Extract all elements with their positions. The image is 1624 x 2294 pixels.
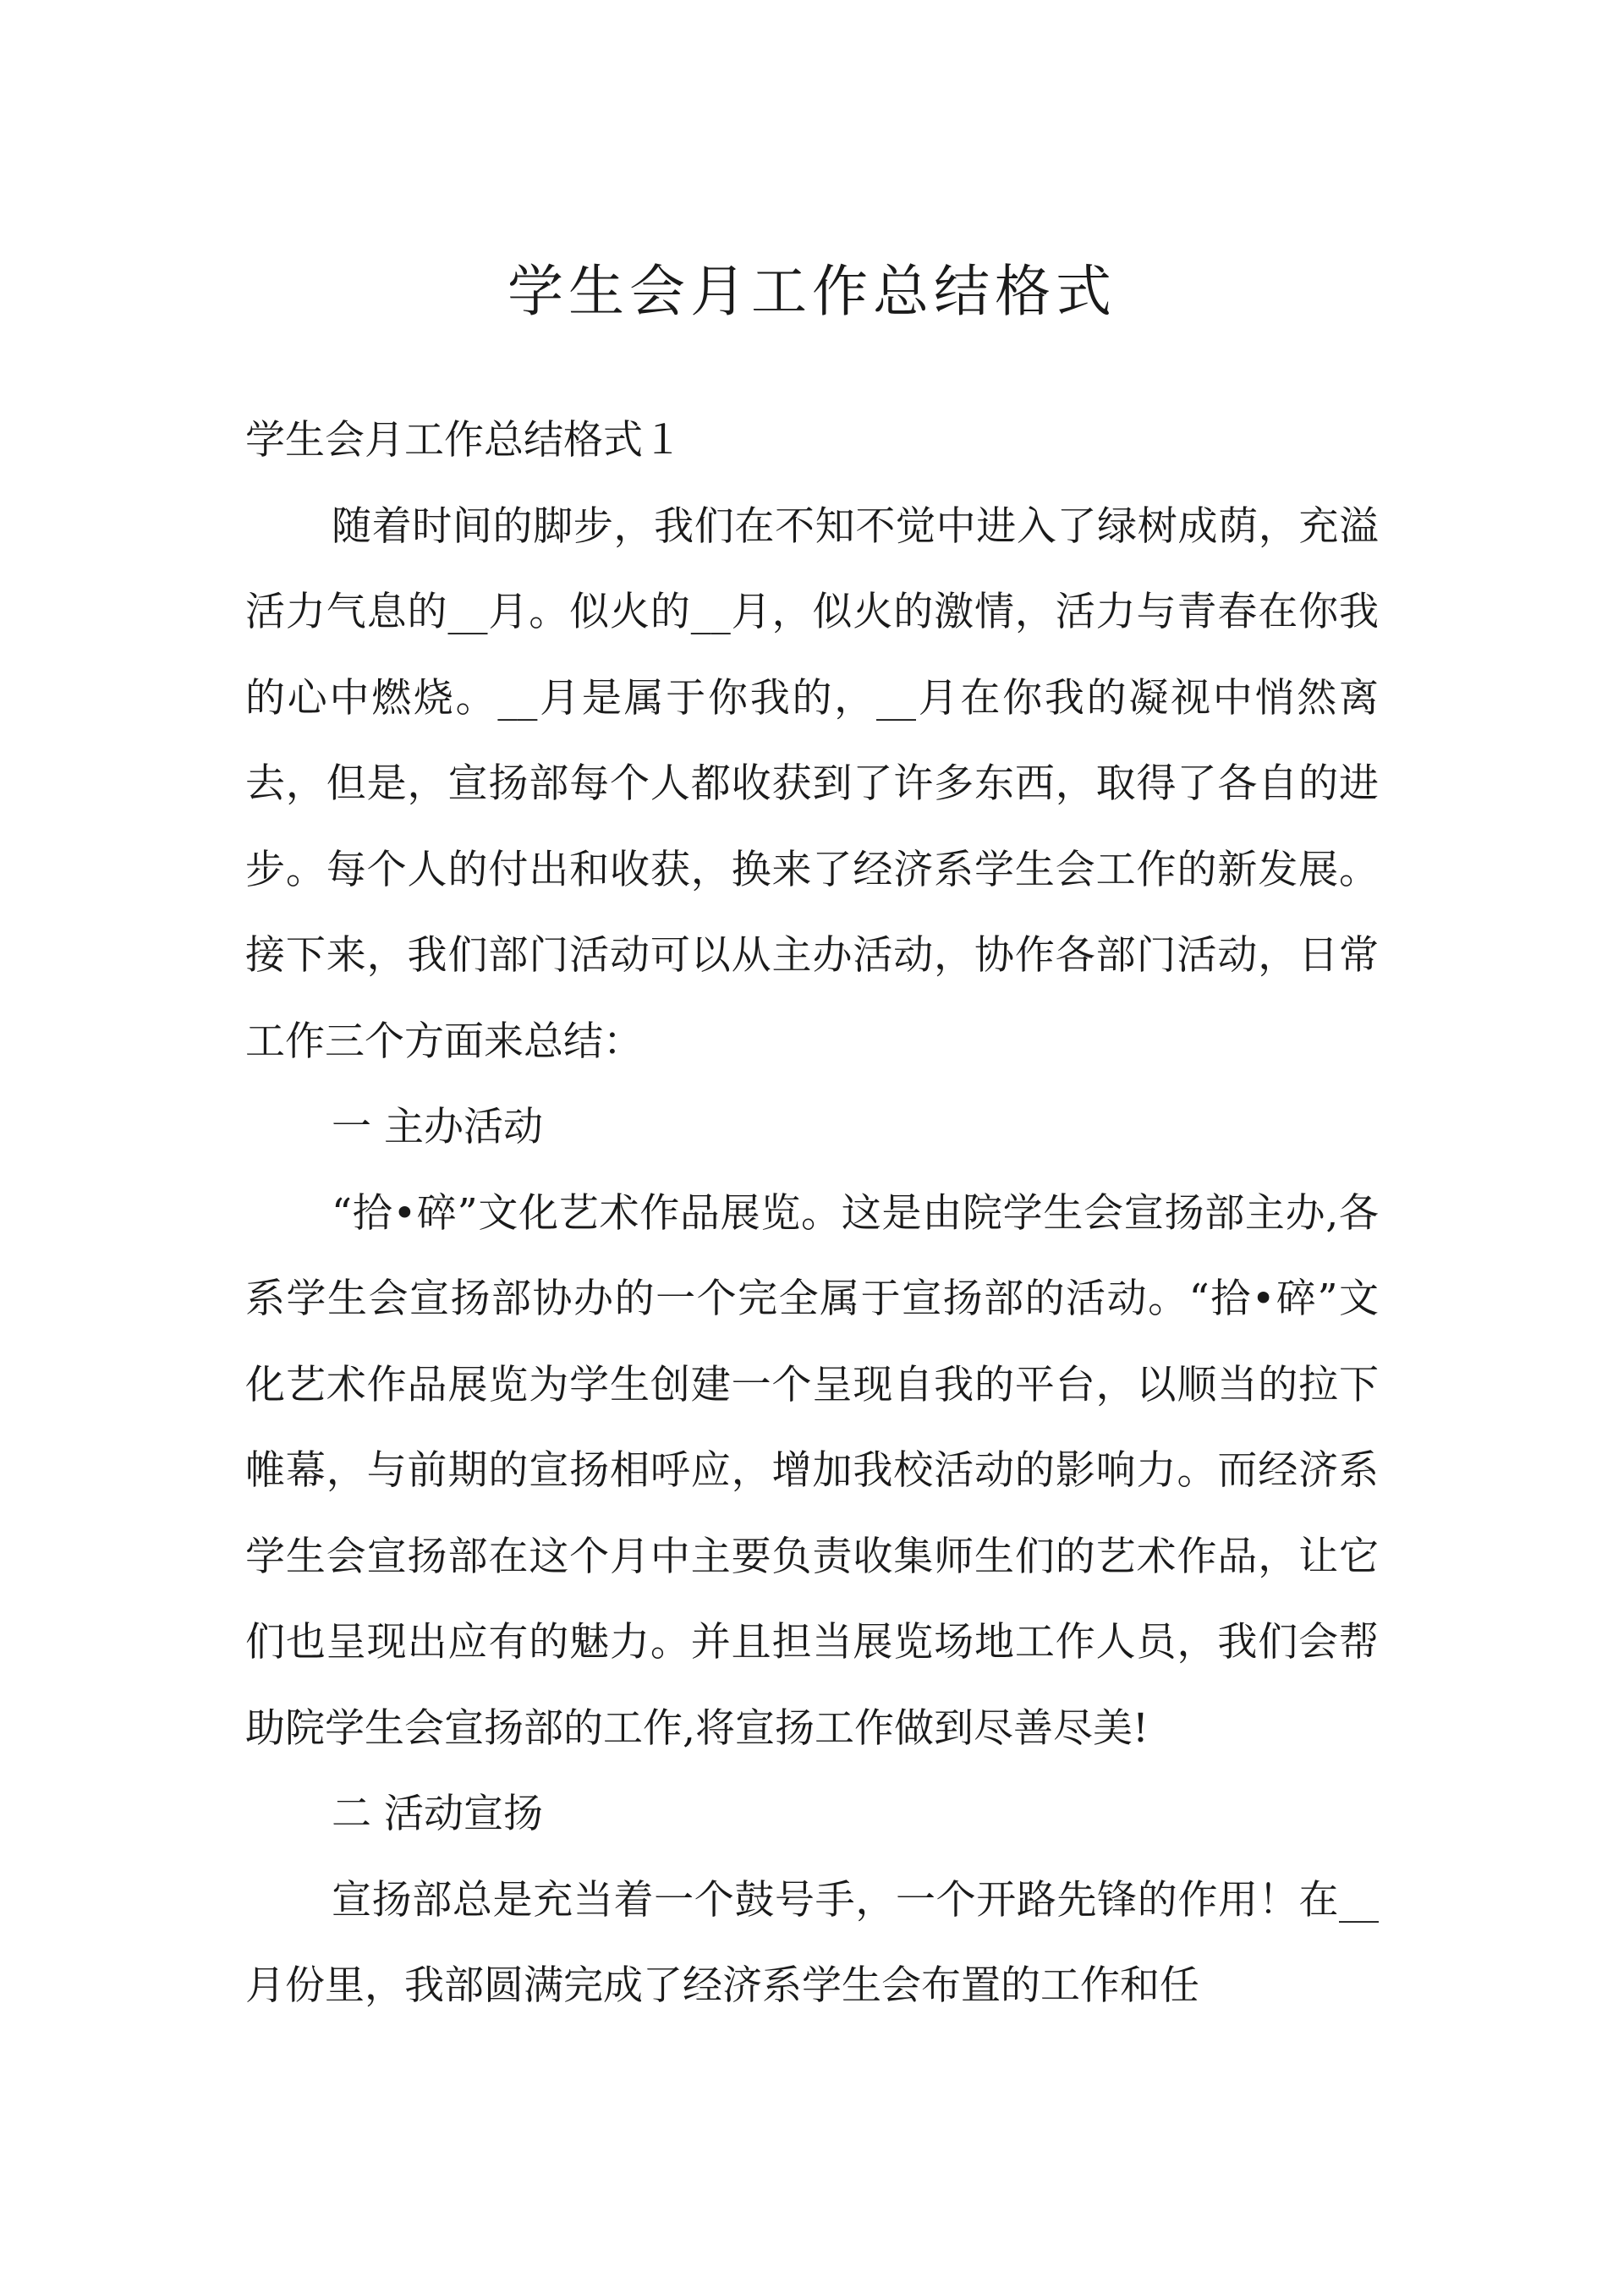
paragraph-promotion: 宣扬部总是充当着一个鼓号手，一个开路先锋的作用！在__月份里，我部圆满完成了经济系学生会布置的工作和任	[245, 1876, 1379, 2009]
document-title: 学生会月工作总结格式	[508, 259, 1116, 324]
paragraph-exhibition: “拾•碎”文化艺术作品展览。这是由院学生会宣扬部主办,各系学生会宣扬部协办的一个完全属于宣扬部的活动。“拾•碎”文化艺术作品展览为学生创建一个呈现自我的平台，以顺当的拉下帷幕，与前期的宣扬相呼应，增加我校活动的影响力。而经济系学生会宣扬部在这个月中主要负责收集师生们的艺术作品，让它们也呈现出应有的魅力。并且担当展览场地工作人员，我们会帮助院学生会宣扬部的工作,将宣扬工作做到尽善尽美!	[245, 1189, 1379, 1752]
document-body	[245, 398, 1379, 2029]
section-title: 学生会月工作总结格式１	[245, 417, 683, 464]
paragraph-intro: 随着时间的脚步，我们在不知不觉中进入了绿树成荫，充溢活力气息的__月。似火的__月，似火的激情，活力与青春在你我的心中燃烧。__月是属于你我的，__月在你我的凝视中悄然离去，但是，宣扬部每个人都收获到了许多东西，取得了各自的进步。每个人的付出和收获，换来了经济系学生会工作的新发展。接下来，我们部门活动可以从主办活动，协作各部门活动，日常工作三个方面来总结：	[245, 502, 1379, 1065]
subheading-main-activities: 一 主办活动	[332, 1104, 543, 1150]
subheading-activity-promotion: 二 活动宣扬	[332, 1791, 543, 1837]
